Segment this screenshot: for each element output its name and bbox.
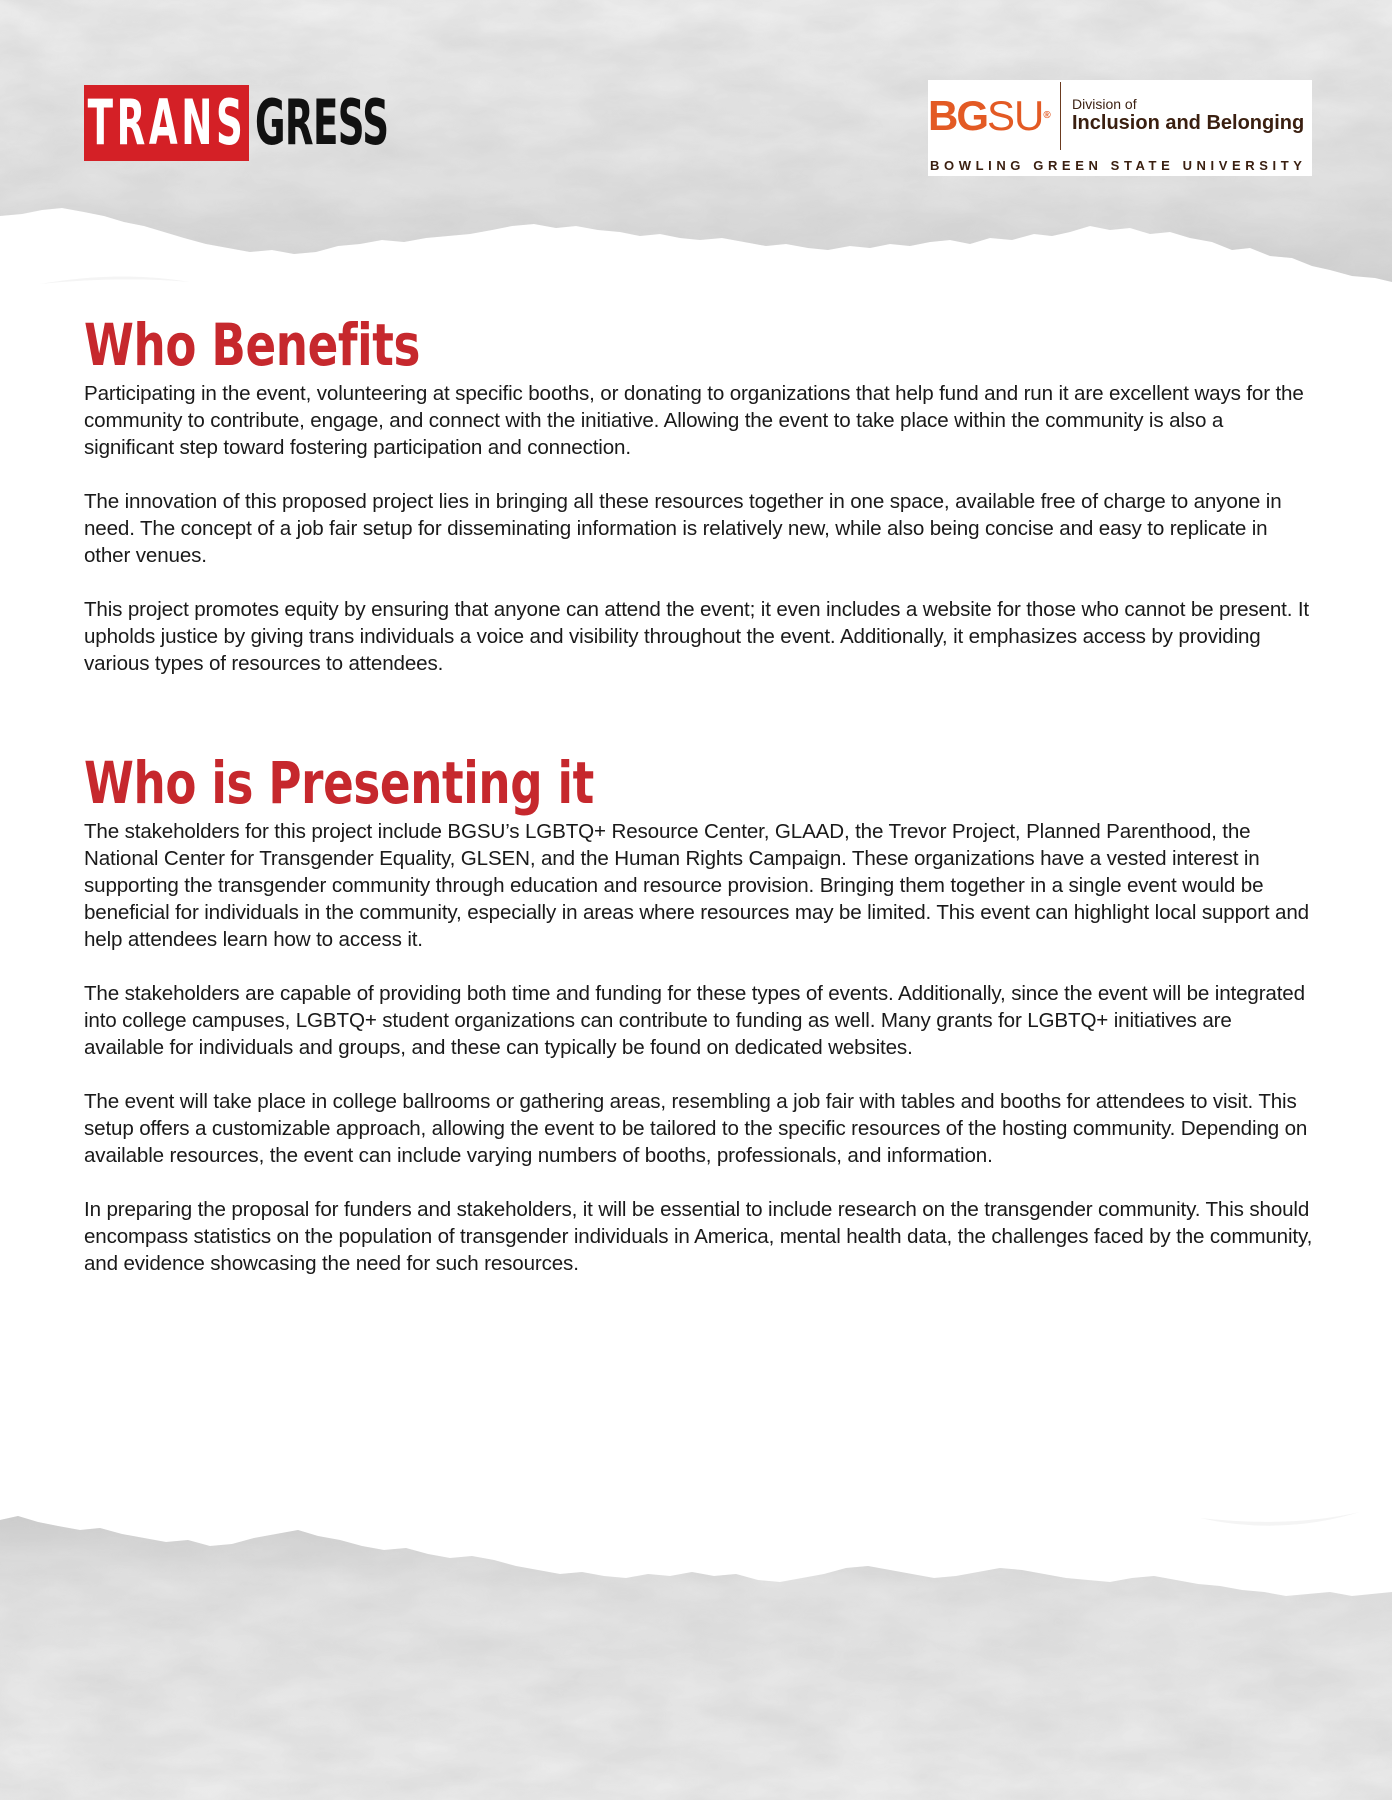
page-header [0,0,1392,200]
transgress-logo-gress-text: GRESS [255,86,389,159]
paragraph: Participating in the event, volunteering at specific booths, or donating to organizations that help fund and run it are excellent ways for the community to contribute, engage, and connect with the initiative. Allowing the event to take place within the community is also a significant step toward fostering participation and connection. [84,382,1304,459]
paragraph: The event will take place in college ballrooms or gathering areas, resembling a job fair with tables and booths for attendees to visit. This setup offers a customizable approach, allowing the event to be tailored to the specific resources of the hosting community. Depending on available resources, the event can include varying numbers of booths, professionals, and information. [84,1090,1308,1167]
section-spacer [84,704,1314,748]
bgsu-university-name: BOWLING GREEN STATE UNIVERSITY [930,158,1307,173]
paragraph: This project promotes equity by ensuring that anyone can attend the event; it even includes a website for those who cannot be present. It upholds justice by giving trans individuals a voice and visibility throughout the event. Additionally, it emphasizes access by providing various types of resources to attendees. [84,598,1309,675]
bgsu-logo [928,80,1312,176]
bgsu-logo-divider [1060,82,1061,150]
bgsu-mark-su: SU [987,92,1044,139]
section-title-who-is-presenting: Who is Presenting it [84,749,594,817]
main-content [84,310,1314,1304]
transgress-logo-trans-part [84,85,249,161]
bgsu-mark-registered: ® [1043,110,1051,121]
paragraph: In preparing the proposal for funders and stakeholders, it will be essential to include research on the transgender community. This should encompass statistics on the population of transgender individuals in America, mental health data, the challenges faced by the community, and evidence showcasing the need for such resources. [84,1198,1313,1275]
bgsu-division-name: Inclusion and Belonging [1072,112,1305,134]
bgsu-division-of: Division of [1072,96,1137,112]
section-title-who-benefits: Who Benefits [84,311,421,379]
transgress-logo [84,84,478,162]
section-who-benefits [84,310,1314,677]
paragraph: The innovation of this proposed project lies in bringing all these resources together in one space, available free of charge to anyone in need. The concept of a job fair setup for disseminating information is relatively new, while also being concise and easy to replicate in other venues. [84,490,1282,567]
bgsu-logo-mark [928,94,1051,138]
paragraph: The stakeholders are capable of providing both time and funding for these types of events. Additionally, since the event will be integrated into college campuses, LGBTQ+ student organizations can contribute to funding as well. Many grants for LGBTQ+ initiatives are available for individuals and groups, and these can typically be found on dedicated websites. [84,982,1305,1059]
transgress-logo-trans-text: TRANS [87,86,247,159]
paragraph: The stakeholders for this project include BGSU’s LGBTQ+ Resource Center, GLAAD, the Trevor Project, Planned Parenthood, the National Center for Transgender Equality, GLSEN, and the Human Rights Campaign. These organizations have a vested interest in supporting the transgender community through education and resource provision. Bringing them together in a single event would be beneficial for individuals in the community, especially in areas where resources may be limited. This event can highlight local support and help attendees learn how to access it. [84,820,1309,951]
section-who-is-presenting [84,748,1314,1277]
bgsu-mark-bg: BG [928,92,987,139]
